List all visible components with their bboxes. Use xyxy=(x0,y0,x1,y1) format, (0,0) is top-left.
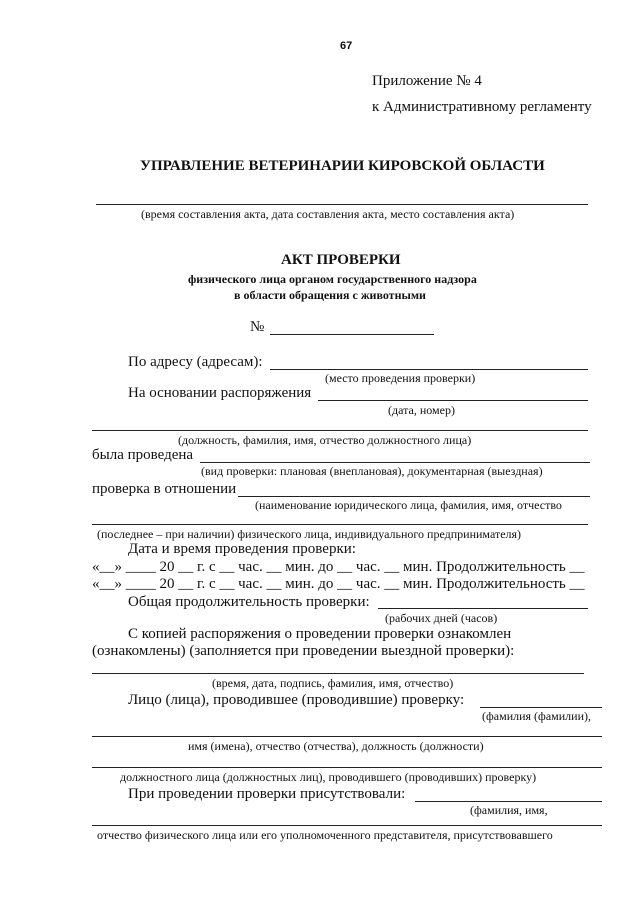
act-subtitle-2: в области обращения с животными xyxy=(234,288,426,302)
caption-date-number: (дата, номер) xyxy=(388,403,455,417)
caption-time-place: (время составления акта, дата составления акта, место составления акта) xyxy=(141,207,515,221)
sign-line xyxy=(92,673,584,674)
datetime-label: Дата и время проведения проверки: xyxy=(128,541,356,557)
caption-patronymic: (последнее – при наличии) физического лица, индивидуального предпринимателя) xyxy=(97,527,522,541)
caption-entity-name: (наименование юридического лица, фамилия, имя, отчество xyxy=(255,498,562,512)
organization-name: УПРАВЛЕНИЕ ВЕТЕРИНАРИИ КИРОВСКОЙ ОБЛАСТИ xyxy=(140,158,545,174)
caption-surname-s: (фамилия (фамилии), xyxy=(482,709,591,723)
familiarized-line-1: С копией распоряжения о проведении проверки ознакомлен xyxy=(128,626,512,642)
caption-sign: (время, дата, подпись, фамилия, имя, отчество) xyxy=(212,676,454,690)
caption-present-tail: отчество физического лица или его уполномоченного представителя, присутствовавшего xyxy=(97,828,553,842)
officials-line xyxy=(92,767,602,768)
present-detail-line xyxy=(92,825,602,826)
inspector-label: Лицо (лица), проводившее (проводившие) проверку: xyxy=(128,692,465,708)
caption-place-check: (место проведения проверки) xyxy=(325,371,476,385)
fill-line-time-place xyxy=(96,204,588,205)
caption-surname-name: (фамилия, имя, xyxy=(470,803,548,817)
names-line xyxy=(92,736,602,737)
total-duration-label: Общая продолжительность проверки: xyxy=(128,594,370,610)
regarding-line xyxy=(238,496,590,497)
was-held-label: была проведена xyxy=(92,447,194,463)
caption-officials: должностного лица (должностных лиц), проводившего (проводивших) проверку) xyxy=(120,770,537,784)
familiarized-line-2: (ознакомлены) (заполняется при проведении выездной проверки): xyxy=(92,643,515,659)
caption-work-days: (рабочих дней (часов) xyxy=(385,611,498,625)
basis-line xyxy=(318,400,588,401)
present-line xyxy=(415,801,602,802)
official-line xyxy=(92,430,588,431)
act-number-line xyxy=(270,334,434,335)
time-row-1: «__» ____ 20 __ г. с __ час. __ мин. до __ час. __ мин. Продолжительность __ xyxy=(92,559,585,575)
caption-names: имя (имена), отчество (отчества), должность (должности) xyxy=(188,739,484,753)
basis-label: На основании распоряжения xyxy=(128,385,312,401)
regulation-label: к Административному регламенту xyxy=(372,99,592,115)
inspector-line xyxy=(480,707,602,708)
time-row-2: «__» ____ 20 __ г. с __ час. __ мин. до __ час. __ мин. Продолжительность __ xyxy=(92,576,585,592)
entity-line xyxy=(92,524,588,525)
total-duration-line xyxy=(378,608,588,609)
address-label: По адресу (адресам): xyxy=(128,354,263,370)
appendix-label: Приложение № 4 xyxy=(372,73,482,89)
page-number: 67 xyxy=(340,40,353,52)
act-number-label: № xyxy=(250,319,265,335)
was-held-line xyxy=(200,462,590,463)
caption-official: (должность, фамилия, имя, отчество должностного лица) xyxy=(178,433,472,447)
present-label: При проведении проверки присутствовали: xyxy=(128,786,406,802)
act-subtitle-1: физического лица органом государственного надзора xyxy=(188,272,477,286)
caption-check-type: (вид проверки: плановая (внеплановая), документарная (выездная) xyxy=(201,464,543,478)
address-line xyxy=(270,369,588,370)
regarding-label: проверка в отношении xyxy=(92,481,237,497)
act-title: АКТ ПРОВЕРКИ xyxy=(281,252,401,268)
